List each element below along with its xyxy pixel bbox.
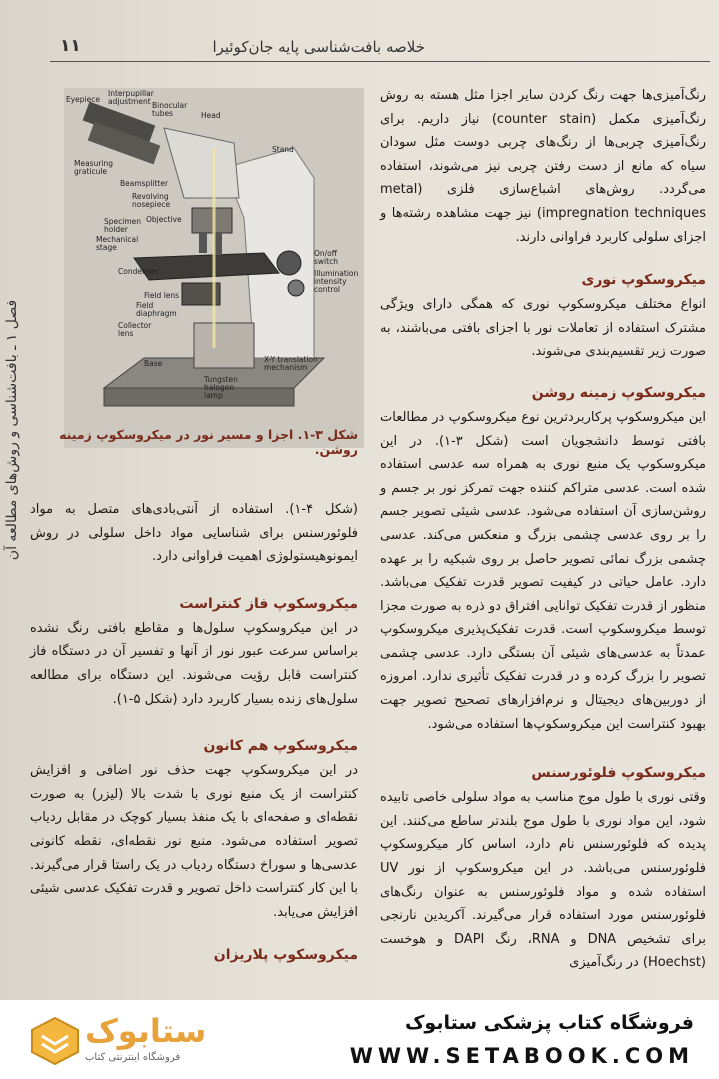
label-base: Base — [144, 359, 163, 368]
fluorescence-paragraph: وقتی نوری با طول موج مناسب به مواد سلولی خاصی تابیده شود، این مواد نوری با طول موج بلندتر ساطع می‌کنند. این پدیده که فلوئورسنس نام دارد، اساس کار میکروسکوپ فلوئورسنس می‌باشد. در این میکروسکوپ از نور UV استفاده شده و مواد فلوئورسنس به عنوان رنگ‌های فلوئورسنس مورد استفاده قرار می‌گیرند. آکریدین نارنجی برای تشخیص DNA و RNA، رنگ DAPI و هوخست (Hoechst) در رنگ‌آمیزی — [380, 790, 706, 971]
label-head: Head — [201, 111, 221, 120]
label-specimen: Specimen holder — [104, 217, 142, 234]
label-tungsten: Tungsten halogen lamp — [204, 375, 238, 400]
label-collector: Collector lens — [118, 321, 152, 338]
heading-brightfield: میکروسکوپ زمینه روشن — [531, 384, 706, 401]
right-column — [380, 84, 706, 975]
heading-light-microscope: میکروسکوپ نوری — [581, 272, 706, 289]
label-onoff: On/off switch — [314, 249, 338, 266]
continued-paragraph: (شکل ۴-۱). استفاده از آنتی‌بادی‌های متصل به مواد فلوئورسنس برای شناسایی مواد داخل سلولی در روش ایمونوهیستولوژی اهمیت فراوانی دارد. — [30, 502, 358, 565]
label-binocular: Binocular tubes — [152, 101, 188, 118]
heading-confocal: میکروسکوپ هم کانون — [203, 738, 358, 755]
label-mechanical: Mechanical stage — [96, 235, 139, 252]
label-measuring: Measuring graticule — [74, 159, 114, 176]
label-fielddiaphragm: Field diaphragm — [136, 301, 177, 318]
intro-paragraph: رنگ‌آمیزی‌ها جهت رنگ کردن سایر اجزا مثل هسته به روش رنگ‌آمیزی مکمل (counter stain) نیاز داریم. برای رنگ‌آمیزی چربی‌ها از رنگ‌های چربی دوست مثل سودان سیاه که مانع از دست رفتن چربی نیز می‌شوند، استفاده می‌گردد. روش‌های اشباع‌سازی فلزی (metal impregnation techniques) نیز جهت مشاهده رشته‌ها و اجزای سلولی کاربرد فراوانی دارند. — [380, 88, 706, 245]
store-name: فروشگاه کتاب پزشکی ستابوک — [404, 1012, 694, 1034]
label-eyepiece: Eyepiece — [66, 95, 100, 104]
label-condenser: Condenser — [118, 267, 159, 276]
page-header — [20, 34, 710, 62]
store-footer — [0, 1000, 719, 1079]
logo-mark-icon — [30, 1016, 80, 1066]
label-objective: Objective — [146, 215, 182, 224]
running-title: خلاصه بافت‌شناسی پایه جان‌کوئیرا — [212, 38, 425, 56]
label-illumination: Illumination intensity control — [314, 269, 359, 294]
heading-fluorescence: میکروسکوپ فلوئورسنس — [531, 765, 706, 782]
chapter-side-tab — [0, 180, 24, 680]
left-column — [30, 498, 358, 968]
logo-subtitle: فروشگاه اینترنتی کتاب — [85, 1052, 181, 1063]
label-stand: Stand — [272, 145, 294, 154]
brightfield-paragraph: این میکروسکوپ پرکاربردترین نوع میکروسکوپ در مطالعات بافتی توسط دانشجویان است (شکل ۳-۱). در این میکروسکوپ یک منبع نوری به همراه سه عدسی استفاده شده است. عدسی متراکم کننده جهت تمرکز نور بر جسم و روشن‌سازی آن استفاده می‌شود. عدسی شیئی تصویر جسم را بر روی عدسی چشمی بزرگ و منعکس می‌کند. عدسی چشمی بزرگ نمائی تصویر حاصل بر روی شبکیه را بر عهده دارد. عامل حیاتی در کیفیت تصویر قدرت تفکیک می‌باشد. منظور از قدرت تفکیک توانایی افتراق دو ذره به صورت مجزا توسط میکروسکوپ است. قدرت تفکیک‌پذیری میکروسکوپ عمدتاً به عدسی‌های شیئی آن بستگی دارد. عدسی چشمی تصویر را بزرگ کرده و در قدرت تفکیک تأثیری ندارد. امروزه از دوربین‌های دیجیتال و نرم‌افزارهای تصحیح تصویر جهت بهبود کنتراست این میکروسکوپ‌ها استفاده می‌شود. — [380, 409, 706, 732]
label-interpupillar: Interpupillar adjustment — [108, 89, 154, 106]
confocal-paragraph: در این میکروسکوپ جهت حذف نور اضافی و افزایش کنتراست از یک منبع نوری با شدت بالا (لیزر) به صورت نقطه‌ای و صفحه‌ای با یک منفذ بسیار کوچک در مقابل ردیاب تصویر استفاده می‌شود. منبع نور نقطه‌ای، نقطه کانونی عدسی‌ها و سوراخ دستگاه ردیاب در یک راستا قرار می‌گیرند. با این کار کنتراست داخل تصویر و قدرت تفکیک عدسی شیئی افزایش می‌یابد. — [30, 763, 358, 920]
chapter-label: فصل ۱ ـ بافت‌شناسی و روش‌های مطالعه آن — [4, 299, 20, 561]
store-logo[interactable] — [30, 1012, 280, 1070]
logo-word: ستابوک — [85, 1012, 207, 1050]
heading-phase-contrast: میکروسکوپ فاز کنتراست — [179, 595, 358, 612]
header-rule — [50, 61, 710, 62]
microscope-figure — [64, 88, 364, 448]
label-revolving: Revolving nosepiece — [132, 192, 171, 209]
heading-polarizing: میکروسکوپ پلاریزان — [213, 947, 358, 964]
store-url[interactable]: WWW.SETABOOK.COM — [349, 1044, 694, 1068]
label-xy: X-Y translation mechanism — [264, 355, 318, 372]
figure-caption: شکل ۳-۱. اجزا و مسیر نور در میکروسکوپ زمینه روشن. — [59, 427, 358, 457]
light-microscope-paragraph: انواع مختلف میکروسکوپ نوری که همگی دارای ویژگی مشترک استفاده از تعاملات نور با اجزای بافتی می‌باشند، به صورت زیر تقسیم‌بندی می‌شوند. — [380, 297, 706, 360]
phase-contrast-paragraph: در این میکروسکوپ سلول‌ها و مقاطع بافتی رنگ نشده براساس سرعت عبور نور از آنها و تفسیر آن در دستگاه فاز کنتراست قابل رؤیت می‌شوند. این دستگاه برای مطالعه سلول‌های زنده بسیار کاربرد دارد (شکل ۵-۱). — [30, 620, 358, 707]
label-fieldlens: Field lens — [144, 291, 180, 300]
label-beamsplitter: Beamsplitter — [120, 179, 169, 188]
page-number: ۱۱ — [60, 36, 81, 56]
